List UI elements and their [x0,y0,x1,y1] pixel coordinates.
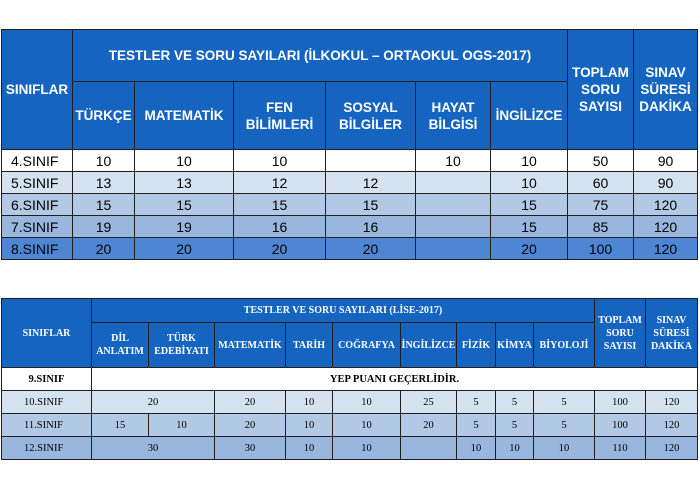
row-label: 9.SINIF [2,368,92,391]
table-cell: 30 [215,437,286,460]
table-cell: 5 [496,414,534,437]
table-cell: 12 [234,172,326,194]
table-row [2,150,698,172]
subject-header: TÜRKÇE [73,82,135,150]
table-cell: 10 [333,437,401,460]
table-cell: 120 [634,238,698,260]
table-cell: 12 [326,172,416,194]
table-cell: 20 [234,238,326,260]
yep-score-note: YEP PUANI GEÇERLİDİR. [92,368,698,391]
table-cell: 30 [92,437,215,460]
table-cell: 20 [135,238,234,260]
table-cell [416,194,491,216]
total-questions-header: TOPLAM SORU SAYISI [568,30,634,150]
subject-header: İNGİLİZCE [491,82,568,150]
table-cell: 19 [135,216,234,238]
table-cell [401,437,457,460]
table-cell: 120 [646,414,698,437]
table-cell: 20 [401,414,457,437]
table-cell: 10 [73,150,135,172]
table-cell: 120 [634,216,698,238]
table-cell: 15 [92,414,149,437]
table-cell: 75 [568,194,634,216]
high-school-test-table [1,298,698,460]
subject-header: COĞRAFYA [333,323,401,368]
table-row [2,437,698,460]
table-cell: 85 [568,216,634,238]
table-cell: 10 [234,150,326,172]
table-cell: 20 [215,391,286,414]
subject-header: MATEMATİK [215,323,286,368]
table-cell: 20 [326,238,416,260]
row-label: 6.SINIF [2,194,73,216]
table-cell: 110 [595,437,646,460]
row-label: 4.SINIF [2,150,73,172]
row-label: 10.SINIF [2,391,92,414]
table-cell: 5 [534,414,595,437]
table-row [2,368,698,391]
table-cell: 100 [568,238,634,260]
table-cell: 5 [457,391,496,414]
tests-group-title: TESTLER VE SORU SAYILARI (LİSE-2017) [92,299,595,323]
table-cell: 15 [135,194,234,216]
table-cell: 10 [333,414,401,437]
table-cell: 15 [491,194,568,216]
table-cell: 20 [92,391,215,414]
table-cell: 10 [286,391,333,414]
table-cell: 120 [646,437,698,460]
table-cell: 10 [149,414,215,437]
tests-group-title: TESTLER VE SORU SAYILARI (İLKOKUL – ORTAOKUL OGS-2017) [73,30,568,82]
table-cell: 90 [634,172,698,194]
table-cell: 10 [333,391,401,414]
table-cell: 15 [326,194,416,216]
table-cell [416,216,491,238]
table-cell: 19 [73,216,135,238]
table-cell: 20 [491,238,568,260]
table-cell: 10 [534,437,595,460]
row-label: 12.SINIF [2,437,92,460]
table-cell: 5 [457,414,496,437]
subject-header: MATEMATİK [135,82,234,150]
total-questions-header: TOPLAM SORU SAYISI [595,299,646,368]
exam-duration-header: SINAV SÜRESİ DAKİKA [634,30,698,150]
subject-header: FEN BİLİMLERİ [234,82,326,150]
row-label: 5.SINIF [2,172,73,194]
table-cell: 15 [491,216,568,238]
subject-header: İNGİLİZCE [401,323,457,368]
table-cell: 13 [73,172,135,194]
subject-header: HAYAT BİLGİSİ [416,82,491,150]
row-label: 11.SINIF [2,414,92,437]
table-cell: 10 [457,437,496,460]
table-cell: 16 [326,216,416,238]
subject-header: TARİH [286,323,333,368]
table-cell: 10 [496,437,534,460]
table-cell: 10 [286,437,333,460]
table-cell: 50 [568,150,634,172]
table-cell: 20 [73,238,135,260]
table-row [2,172,698,194]
table-row [2,194,698,216]
primary-school-test-table [1,29,698,260]
table-row [2,391,698,414]
table-cell: 5 [534,391,595,414]
table-cell: 16 [234,216,326,238]
table-cell: 120 [646,391,698,414]
table-cell: 25 [401,391,457,414]
table-row [2,238,698,260]
table-cell: 100 [595,414,646,437]
table-cell: 15 [234,194,326,216]
table-cell: 10 [135,150,234,172]
row-label: 7.SINIF [2,216,73,238]
table-row [2,414,698,437]
subject-header: BİYOLOJİ [534,323,595,368]
table-cell [416,172,491,194]
table-cell: 15 [73,194,135,216]
table-cell: 100 [595,391,646,414]
table-cell: 10 [416,150,491,172]
subject-header: TÜRK EDEBİYATI [149,323,215,368]
classes-header: SINIFLAR [2,30,73,150]
classes-header: SINIFLAR [2,299,92,368]
subject-header: KİMYA [496,323,534,368]
table-cell: 60 [568,172,634,194]
subject-header: SOSYAL BİLGİLER [326,82,416,150]
table-row [2,216,698,238]
table-cell: 10 [491,172,568,194]
row-label: 8.SINIF [2,238,73,260]
table-cell: 10 [491,150,568,172]
table-cell: 13 [135,172,234,194]
table-cell: 10 [286,414,333,437]
table-cell: 120 [634,194,698,216]
table-cell: 20 [215,414,286,437]
table-cell: 90 [634,150,698,172]
subject-header: FİZİK [457,323,496,368]
table-cell: 5 [496,391,534,414]
subject-header: DİL ANLATIM [92,323,149,368]
table-cell [416,238,491,260]
exam-duration-header: SINAV SÜRESİ DAKİKA [646,299,698,368]
table-cell [326,150,416,172]
